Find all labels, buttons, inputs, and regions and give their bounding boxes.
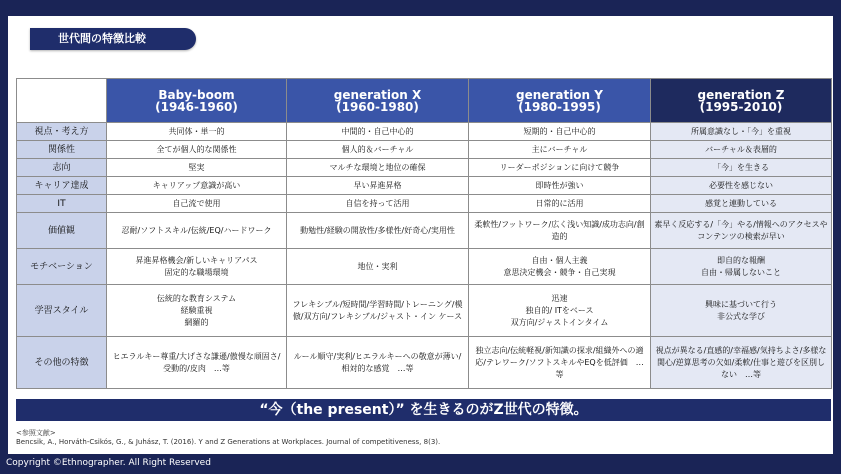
row-label: 学習スタイル xyxy=(17,285,107,337)
table-cell: 即時性が強い xyxy=(469,177,651,195)
table-cell: 視点が異なる/直感的/幸福感/気持ちよさ/多様な関心/逆算思考の欠如/柔軟/仕事と遊びを区別しない …等 xyxy=(651,337,832,389)
generation-years: (1980-1995) xyxy=(518,99,601,114)
table-cell: 中間的・自己中心的 xyxy=(287,123,469,141)
table-cell: 即自的な報酬 自由・帰属しないこと xyxy=(651,249,832,285)
copyright-text: Copyright ©Ethnographer. All Right Reserved xyxy=(6,458,211,468)
table-cell: 忍耐/ソフトスキル/伝統/EQ/ハードワーク xyxy=(107,213,287,249)
table-cell: 動勉性/経験の開放性/多様性/好奇心/実用性 xyxy=(287,213,469,249)
generation-name: generation Y xyxy=(516,87,603,102)
header-generation-z xyxy=(651,79,832,123)
table-cell: マルチな環境と地位の確保 xyxy=(287,159,469,177)
table-row xyxy=(17,159,832,177)
table-cell: 自己流で使用 xyxy=(107,195,287,213)
table-cell: リーダーポジションに向けて競争 xyxy=(469,159,651,177)
table-cell: ヒエラルキー尊重/大げさな謙遜/傲慢な頑固さ/受動的/皮肉 …等 xyxy=(107,337,287,389)
table-cell: 所属意識なし・「今」を重視 xyxy=(651,123,832,141)
table-cell: 全てが個人的な関係性 xyxy=(107,141,287,159)
generation-years: (1960-1980) xyxy=(336,99,419,114)
table-cell: 「今」を生きる xyxy=(651,159,832,177)
header-baby-boom xyxy=(107,79,287,123)
generation-years: (1946-1960) xyxy=(155,99,238,114)
row-label: 関係性 xyxy=(17,141,107,159)
table-row xyxy=(17,285,832,337)
slide-title: 世代間の特徴比較 xyxy=(30,28,196,50)
table-row xyxy=(17,177,832,195)
table-cell: 柔軟性/フットワーク/広く浅い知識/成功志向/創造的 xyxy=(469,213,651,249)
table-row xyxy=(17,141,832,159)
row-label: 視点・考え方 xyxy=(17,123,107,141)
row-label: その他の特徴 xyxy=(17,337,107,389)
table-cell: 主にバーチャル xyxy=(469,141,651,159)
table-row xyxy=(17,123,832,141)
reference-citation: Bencsik, A., Horváth-Csikós, G., & Juhász, T. (2016). Y and Z Generations at Workplaces. Journal of competitiveness, 8(3). xyxy=(16,438,441,446)
table-cell: 堅実 xyxy=(107,159,287,177)
header-generation-y xyxy=(469,79,651,123)
slide xyxy=(8,16,833,454)
generation-comparison-table xyxy=(16,78,832,389)
generation-years: (1995-2010) xyxy=(699,99,783,114)
table-cell: 早い昇進昇格 xyxy=(287,177,469,195)
row-label: 志向 xyxy=(17,159,107,177)
row-label: IT xyxy=(17,195,107,213)
table-cell: 伝統的な教育システム 経験重視 網羅的 xyxy=(107,285,287,337)
header-generation-x xyxy=(287,79,469,123)
table-row xyxy=(17,337,832,389)
row-label: モチベーション xyxy=(17,249,107,285)
reference-label: <参照文献> xyxy=(16,429,56,437)
table-cell: 個人的＆バーチャル xyxy=(287,141,469,159)
table-cell: 迅速 独自的/ ITをベース 双方向/ジャストインタイム xyxy=(469,285,651,337)
table-cell: 必要性を感じない xyxy=(651,177,832,195)
table-cell: 昇進昇格機会/新しいキャリアパス 固定的な職場環境 xyxy=(107,249,287,285)
table-header-row xyxy=(17,79,832,123)
table-cell: 自信を持って活用 xyxy=(287,195,469,213)
key-message-banner: “今（the present）” を生きるのがZ世代の特徴。 xyxy=(16,399,831,421)
row-label: 価値観 xyxy=(17,213,107,249)
row-label: キャリア達成 xyxy=(17,177,107,195)
generation-name: generation X xyxy=(333,87,422,102)
table-row xyxy=(17,195,832,213)
table-cell: 興味に基づいて行う 非公式な学び xyxy=(651,285,832,337)
table-cell: 素早く反応する/「今」やる/情報へのアクセスやコンテンツの検索が早い xyxy=(651,213,832,249)
table-cell: 共同体・単一的 xyxy=(107,123,287,141)
table-row xyxy=(17,249,832,285)
table-cell: キャリアップ意識が高い xyxy=(107,177,287,195)
generation-name: generation Z xyxy=(697,87,785,102)
table-cell: 短期的・自己中心的 xyxy=(469,123,651,141)
generation-name: Baby-boom xyxy=(158,87,235,102)
table-cell: 感覚と連動している xyxy=(651,195,832,213)
table-cell: 地位・実利 xyxy=(287,249,469,285)
table-cell: フレキシブル/短時間/学習時間/トレーニング/模倣/双方向/フレキシブル/ジャスト・イン ケース xyxy=(287,285,469,337)
table-cell: 日常的に活用 xyxy=(469,195,651,213)
table-cell: バーチャル＆表層的 xyxy=(651,141,832,159)
table-cell: 自由・個人主義 意思決定機会・競争・自己実現 xyxy=(469,249,651,285)
table-cell: ルール順守/実利/ヒエラルキーへの敬意が薄い/相対的な感覚 …等 xyxy=(287,337,469,389)
table-cell: 独立志向/伝統軽視/新知識の探求/組織外への適応/テレワーク/ソフトスキルやEQを低評価 …等 xyxy=(469,337,651,389)
table-corner xyxy=(17,79,107,123)
table-row xyxy=(17,213,832,249)
